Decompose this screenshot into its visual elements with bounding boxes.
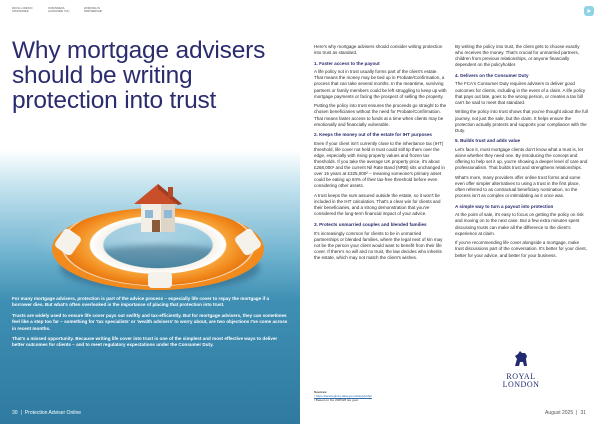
body-paragraph: If you're recommending life cover alongside a mortgage, make trust discussions part of the conversation. It's better for your client, better for your advice, and better for your business. [455,240,587,258]
intro-paragraph: That's a missed opportunity. Because writing life cover into trust is one of the simplest and most effective ways to deliver better outcomes for clients – and to meet regulatory expectations under the Consumer Duty. [12,336,278,348]
meta-tag: ROYAL LONDON SPONSORED [12,7,33,14]
body-paragraph: Here's why mortgage advisers should consider writing protection into trust as standard. [314,44,443,56]
lion-crest-icon [511,350,531,368]
folio-left: 30 | Protection Adviser Online [12,410,82,416]
body-paragraph: Writing the policy into trust shows that you've thought about the full journey, not just the sale, but the claim. It helps ensure the protection actually protects and supports your compliance with the Duty. [455,109,588,133]
page-number: 31 [580,410,586,416]
meta-tag: IN BUSINESS ALONGSIDE YOU [48,7,70,14]
article-column-2 [455,44,588,262]
body-paragraph: Let's face it, most mortgage clients don't know what a trust is, let alone whether they need one. By introducing the concept and offering to help set it up, you're showing a deeper level of care and professionalism. That builds trust and strengthens relationships. [455,146,588,171]
sources-label: Sources: [314,390,328,394]
body-paragraph: What's more, many providers offer online trust forms and some even offer simpler alternatives to using a trust in the first place, often referred to as contractual beneficiary nomination, so the process isn't as complex or intimidating as it once was. [455,174,581,199]
house-icon [130,178,186,238]
section-heading: 3. Protects unmarried couples and blended families [314,222,427,228]
article-column-1 [314,44,447,265]
source-note: ² Based on the 2025/26 tax year. [314,398,359,403]
royal-london-logo [497,350,545,390]
article-title: Why mortgage advisers should be writing protection into trust [12,37,266,114]
logo-wordmark-bottom: LONDON [502,380,540,390]
page-number: 30 [12,410,18,416]
meta-tag: WORKING IN PARTNERSHIP [84,7,103,14]
body-paragraph: The FCA's Consumer Duty requires advisers to deliver good outcomes for clients, including in the event of a claim. A life policy that pays out late, goes to the wrong person, or creates a tax bill can't be said to meet that standard. [455,81,586,105]
sources-note [314,390,454,403]
section-heading: A simple way to turn a payout into protection [455,203,554,209]
body-paragraph: It's increasingly common for clients to be in unmarried partnerships or blended families, where the legal next of kin may not be the person your client would want to benefit from their life cover. If there's no will and no trust, the law decides who inherits the estate, which may not match the client's wishes. [314,230,443,260]
body-paragraph: At the point of sale, it's easy to focus on getting the policy on risk and moving on to the next case. But a few extra minutes spent discussing trusts can make all the difference to the client's experience at claim. [455,212,584,236]
lifebuoy-house-illustration [0,150,300,300]
logo-wordmark-top: ROYAL [506,372,536,381]
section-heading: 5. Builds trust and adds value [455,138,521,144]
body-paragraph: Even if your client isn't currently close to the inheritance tax (IHT) threshold, life cover not held in trust could still tip them over the edge, especially with rising property values and frozen tax thresholds. If you take the average UK property price, it's about £268,000¹ and the current Nil Rate Band (NRB) sits unchanged in over 15 years at £325,000² – meaning someone's primary asset could be eating up 84% of their tax-free threshold before even considering other assets. [314,140,445,189]
source-link[interactable]: ¹ https://landregistry.data.gov.uk/app/ukhpi [314,394,372,399]
body-paragraph: A trust keeps the sum assured outside the estate, so it won't be included in the IHT calculation. That's a clear win for clients and their beneficiaries, and a strong demonstration that you've considered the long-term financial impact of your advice. [314,193,441,217]
play-icon[interactable] [584,6,594,16]
intro-text [12,296,288,353]
section-heading: 4. Delivers on the Consumer Duty [455,72,529,78]
section-heading: 2. Keeps the money out of the estate for IHT purposes [314,132,432,138]
body-paragraph: A life policy not in trust usually forms part of the client's estate. That means the money may be tied up in Probate/Confirmation, a process that can take several months. In the meantime, surviving partners or family members could be left struggling to keep up with mortgage payments or facing the prospect of selling the property. [314,69,447,99]
body-paragraph: Putting the policy into trust ensures the proceeds go straight to the chosen beneficiaries without the need for Probate/Confirmation. That means faster access to funds at a time when clients may be emotionally and financially vulnerable. [314,103,447,127]
intro-paragraph: Trusts are widely used to ensure life cover pays out swiftly and tax-efficiently. But for mortgage advisers, they can sometimes feel like a step too far – something for 'tax specialists' or 'wealth advisers' to worry about, are two objections I've come across in recent months. [12,312,288,331]
body-paragraph: By writing the policy into trust, the client gets to choose exactly who receives the money. That's crucial for unmarried partners, children from previous relationships, or anyone financially dependent on the policyholder. [455,44,580,68]
publication-name: Protection Adviser Online [24,410,82,416]
section-heading: 1. Faster access to the payout [314,60,380,66]
intro-paragraph: For many mortgage advisers, protection is part of the advice process – especially life cover to repay the mortgage if a borrower dies. But what's often overlooked is the importance of placing that protection into trust. [12,296,270,308]
folio-right: August 2025 | 31 [545,410,586,416]
right-page [300,0,600,424]
meta-tags [12,7,108,14]
issue-date: August 2025 [545,410,574,416]
